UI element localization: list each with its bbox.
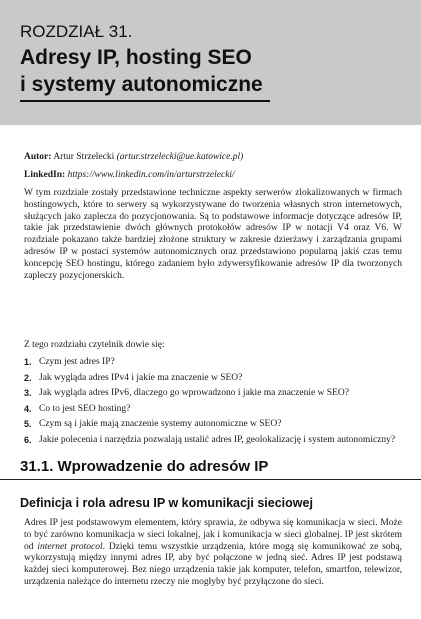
chapter-label: ROZDZIAŁ 31. bbox=[20, 22, 133, 41]
list-item bbox=[24, 387, 404, 399]
list-number: 6. bbox=[24, 434, 32, 445]
linkedin-label: LinkedIn bbox=[24, 170, 63, 180]
list-text: Czym są i jakie mają znaczenie systemy autonomiczne w SEO? bbox=[39, 419, 282, 430]
question-list bbox=[24, 356, 404, 450]
section-divider bbox=[0, 479, 421, 480]
body-paragraph-emphasis: internet protocol bbox=[37, 541, 103, 552]
list-text: Co to jest SEO hosting? bbox=[39, 403, 131, 414]
title-underline bbox=[20, 100, 270, 102]
body-paragraph bbox=[24, 518, 402, 589]
list-text: Jakie polecenia i narzędzia pozwalają ustalić adres IP, geolokalizację i system autonomiczny? bbox=[39, 434, 396, 445]
linkedin-line: LinkedIn: https://www.linkedin.com/in/arturstrzelecki/ bbox=[24, 170, 235, 180]
list-number: 2. bbox=[24, 372, 32, 383]
chapter-title bbox=[20, 44, 410, 98]
list-text: Jak wygląda adres IPv4 i jakie ma znaczenie w SEO? bbox=[39, 372, 243, 383]
chapter-header bbox=[0, 0, 421, 125]
list-item bbox=[24, 418, 404, 430]
author-email: (artur.strzelecki@ue.katowice.pl) bbox=[116, 152, 244, 162]
list-number: 3. bbox=[24, 388, 32, 399]
list-number: 1. bbox=[24, 357, 32, 367]
author-line: Autor: Artur Strzelecki (artur.strzelecki@ue.katowice.pl) bbox=[24, 152, 244, 162]
author-label: Autor bbox=[24, 152, 49, 162]
body-paragraph-part-2: . Dzięki temu wszystkie urządzenia, które mogą się komunikować ze sobą, wykorzystują między innymi adres IP, aby być połączone w jedną sieć. Adres IP jest podstawą każdej sieci komputerowej. Bez niego urządzenia takie jak komputer, telefon, smartfon, telewizor, urządzenia należące do internetu rzeczy nie mogłyby być przyłączone do sieci. bbox=[24, 541, 403, 587]
linkedin-url[interactable]: https://www.linkedin.com/in/arturstrzelecki/ bbox=[67, 170, 235, 180]
list-item bbox=[24, 356, 404, 368]
chapter-title-line-2: i systemy autonomiczne bbox=[20, 73, 263, 96]
section-heading: 31.1. Wprowadzenie do adresów IP bbox=[20, 458, 269, 475]
list-number: 4. bbox=[24, 403, 32, 414]
intro-paragraph: W tym rozdziale zostały przedstawione techniczne aspekty serwerów zlokalizowanych w firmach hostingowych, które to serwery są wykorzystywane do tworzenia własnych stron internetowych, służących jako zaplecza do pozycjonowania. Są to podstawowe informacje dotyczące adresów IP, takie jak przedstawienie dwóch głównych protokołów adresów IP w notacji V4 oraz V6. W rozdziale pokazano także bardziej złożone struktury w zakresie dzierżawy i zarządzania grupami adresów IP w postaci systemów autonomicznych oraz przedstawiono popularną jakiś czas temu koncepcję SEO hostingu, którego zadaniem było zdywersyfikowanie adresów IP dla tworzonych zapleczy pozycjonerskich. bbox=[24, 188, 402, 281]
learn-intro: Z tego rozdziału czytelnik dowie się: bbox=[24, 340, 165, 350]
author-name: Artur Strzelecki bbox=[53, 152, 115, 162]
list-item bbox=[24, 403, 404, 415]
list-text: Czym jest adres IP? bbox=[39, 357, 115, 367]
list-item bbox=[24, 434, 404, 446]
chapter-title-line-1: Adresy IP, hosting SEO bbox=[20, 46, 252, 69]
body-paragraph-part-1: Adres IP jest podstawowym elementem, który sprawia, że odbywa się komunikacja w sieci. Może to być zarówno komunikacja w sieci lokalnej, jak i komunikacja w sieci globalnej. IP jest skrótem od bbox=[24, 518, 402, 552]
list-text: Jak wygląda adres IPv6, dlaczego go wprowadzono i jakie ma znaczenie w SEO? bbox=[39, 388, 349, 399]
subsection-heading: Definicja i rola adresu IP w komunikacji sieciowej bbox=[20, 496, 313, 510]
list-number: 5. bbox=[24, 419, 32, 430]
list-item bbox=[24, 372, 404, 384]
